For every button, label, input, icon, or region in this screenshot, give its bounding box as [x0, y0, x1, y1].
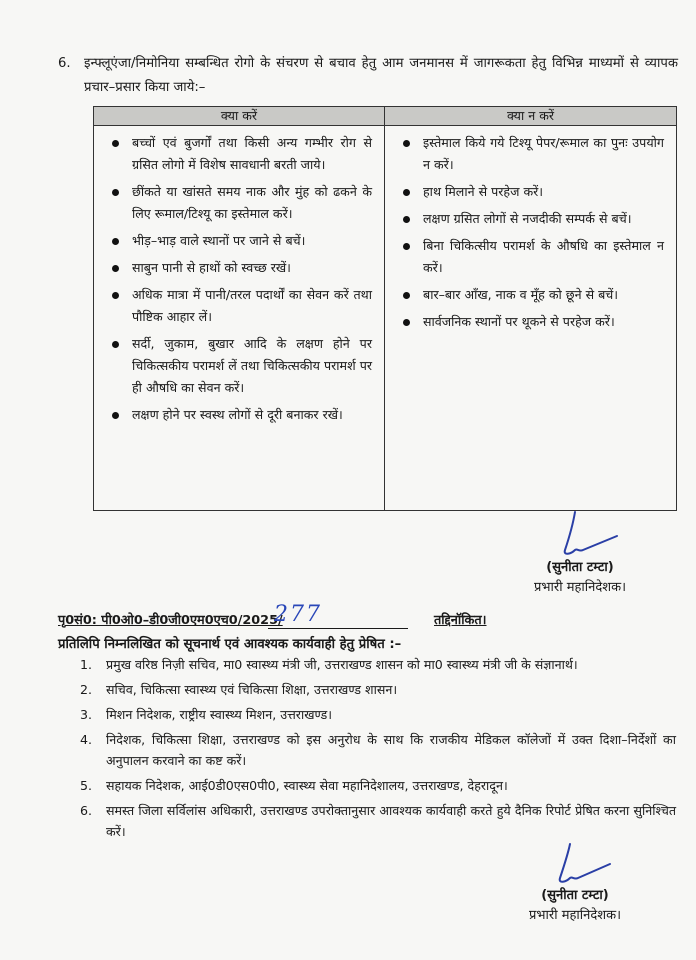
signatory-name: (सुनीता टम्टा) [541, 888, 609, 903]
bullet-icon [112, 140, 119, 147]
signatory-designation: प्रभारी महानिदेशक। [529, 908, 621, 923]
reference-line [58, 602, 498, 630]
list-item: बार–बार आँख, नाक व मूँह को छूने से बचें। [395, 284, 664, 306]
list-item: भीड़–भाड़ वाले स्थानों पर जाने से बचें। [104, 230, 372, 252]
list-item: छींकते या खांसते समय नाक और मुंह को ढकने के लिए रूमाल/टिश्यू का इस्तेमाल करें। [104, 181, 372, 225]
dos-and-donts-table [93, 106, 677, 511]
list-item: अधिक मात्रा में पानी/तरल पदार्थों का सेवन करें तथा पौष्टिक आहार लें। [104, 284, 372, 328]
header-donts: क्या न करें [385, 107, 677, 126]
list-item: 4. निदेशक, चिकित्सा शिक्षा, उत्तराखण्ड को इस अनुरोध के साथ कि राजकीय मेडिकल कॉलेजों में उक्त दिशा–निर्देशों का अनुपालन करवाने का कष्ट करें। [80, 732, 676, 768]
list-item: लक्षण ग्रसित लोगों से नजदीकी सम्पर्क से बचें। [395, 208, 664, 230]
list-item: सार्वजनिक स्थानों पर थूकने से परहेज करें। [395, 311, 664, 333]
reference-number: पृ0सं0: पी0ओ0–डी0जी0एम0एच0/2025/ [58, 613, 283, 628]
signatory-designation: प्रभारी महानिदेशक। [534, 580, 626, 595]
signature-block-2 [505, 842, 645, 926]
list-item: 5. सहायक निदेशक, आई0डी0एस0पी0, स्वास्थ्य सेवा महानिदेशालय, उत्तराखण्ड, देहरादून। [80, 778, 508, 793]
copy-to-list [80, 654, 676, 846]
donts-list [395, 132, 664, 333]
bullet-icon [112, 189, 119, 196]
bullet-icon [403, 216, 410, 223]
bullet-icon [112, 412, 119, 419]
list-item: हाथ मिलाने से परहेज करें। [395, 181, 664, 203]
list-item: 6. समस्त जिला सर्विलांस अधिकारी, उत्तराखण्ड उपरोक्तानुसार आवश्यक कार्यवाही करते हुये दैनिक रिपोर्ट प्रेषित करना सुनिश्चित करें। [80, 803, 676, 839]
list-item: 2. सचिव, चिकित्सा स्वास्थ्य एवं चिकित्सा शिक्षा, उत्तराखण्ड शासन। [80, 682, 398, 697]
bullet-icon [112, 292, 119, 299]
list-item: 1. प्रमुख वरिष्ठ निज़ी सचिव, मा0 स्वास्थ्य मंत्री जी, उत्तराखण्ड शासन को मा0 स्वास्थ्य मंत्री जी के संज्ञानार्थ। [80, 657, 578, 672]
list-item: बिना चिकित्सीय परामर्श के औषधि का इस्तेमाल न करें। [395, 235, 664, 279]
list-item: लक्षण होने पर स्वस्थ लोगों से दूरी बनाकर रखें। [104, 404, 372, 426]
handwritten-dispatch-number: 277 [274, 602, 322, 627]
handwritten-underline [268, 628, 408, 629]
bullet-icon [403, 140, 410, 147]
dated-label: तद्दिनॉकित। [434, 613, 487, 628]
signature-icon [535, 510, 625, 558]
bullet-icon [112, 238, 119, 245]
list-item: सर्दी, जुकाम, बुखार आदि के लक्षण होने पर चिकित्सकीय परामर्श लें तथा चिकित्सकीय परामर्श पर ही औषधि का सेवन करें। [104, 333, 372, 399]
bullet-icon [403, 319, 410, 326]
bullet-icon [403, 292, 410, 299]
header-dos: क्या करें [94, 107, 385, 126]
list-item: साबुन पानी से हाथों को स्वच्छ रखें। [104, 257, 372, 279]
list-item: इस्तेमाल किये गये टिश्यू पेपर/रूमाल का पुनः उपयोग न करें। [395, 132, 664, 176]
copy-to-heading: प्रतिलिपि निम्नलिखित को सूचनार्थ एवं आवश्यक कार्यवाही हेतु प्रेषित :– [58, 637, 402, 652]
list-item: बच्चों एवं बुजर्गों तथा किसी अन्य गम्भीर रोग से ग्रसित लोगो में विशेष सावधानी बरती जाये। [104, 132, 372, 176]
point-text: इन्फ्लूएंजा/निमोनिया सम्बन्धित रोगो के संचरण से बचाव हेतु आम जनमानस में जागरूकता हेतु विभिन्न माध्यमों से व्यापक प्रचार–प्रसार किया जाये:– [84, 56, 678, 95]
dos-cell [94, 126, 385, 511]
bullet-icon [403, 243, 410, 250]
signature-block-1 [510, 510, 650, 598]
list-item: 3. मिशन निदेशक, राष्ट्रीय स्वास्थ्य मिशन, उत्तराखण्ड। [80, 707, 333, 722]
bullet-icon [112, 341, 119, 348]
bullet-icon [112, 265, 119, 272]
signature-icon [530, 842, 620, 886]
point-6-paragraph [58, 52, 678, 100]
donts-cell [385, 126, 677, 511]
bullet-icon [403, 189, 410, 196]
signatory-name: (सुनीता टम्टा) [546, 560, 614, 575]
dos-list [104, 132, 372, 426]
point-number: 6. [58, 56, 71, 71]
